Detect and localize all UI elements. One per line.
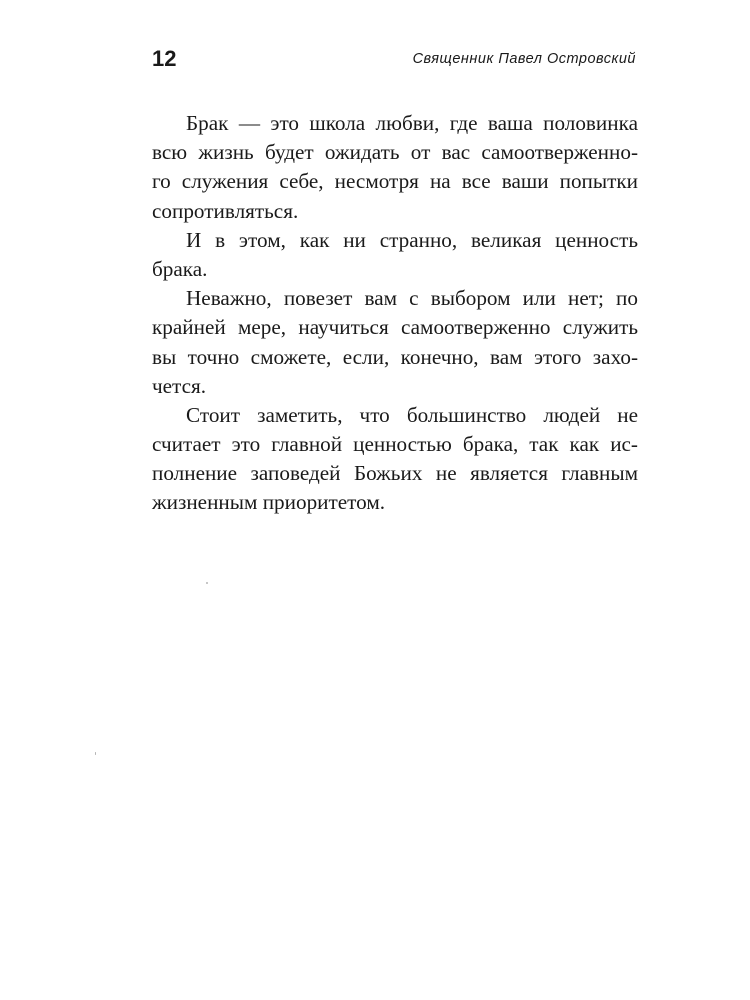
text-line: Стоит заметить, что большинство людей не	[186, 402, 638, 427]
page-number: 12	[152, 46, 177, 71]
text-line: брака.	[152, 256, 208, 281]
text-line: считает это главной ценностью брака, так как ис-	[152, 432, 638, 457]
text-line: вы точно сможете, если, конечно, вам этого захо-	[152, 344, 638, 369]
text-line: крайней мере, научиться самоотверженно служить	[152, 315, 638, 340]
text-line: И в этом, как ни странно, великая ценность	[186, 227, 638, 252]
paragraph-2	[152, 226, 638, 284]
text-line: чется.	[152, 373, 207, 398]
text-line: всю жизнь будет ожидать от вас самоотверженно-	[152, 140, 638, 165]
scan-speck	[95, 752, 96, 755]
text-line: сопротивляться.	[152, 198, 299, 223]
text-line: Неважно, повезет вам с выбором или нет; по	[186, 286, 638, 311]
text-line: го служения себе, несмотря на все ваши попытки	[152, 169, 638, 194]
text-line: полнение заповедей Божьих не является главным	[152, 461, 638, 486]
running-head: Священник Павел Островский	[412, 51, 636, 67]
text-line: жизненным приоритетом.	[152, 490, 386, 515]
scan-speck	[206, 582, 208, 584]
paragraph-3	[152, 284, 638, 401]
paragraph-1	[152, 109, 638, 226]
text-line: Брак — это школа любви, где ваша половинка	[186, 111, 638, 135]
body-text	[152, 109, 638, 518]
paragraph-4	[152, 401, 638, 518]
